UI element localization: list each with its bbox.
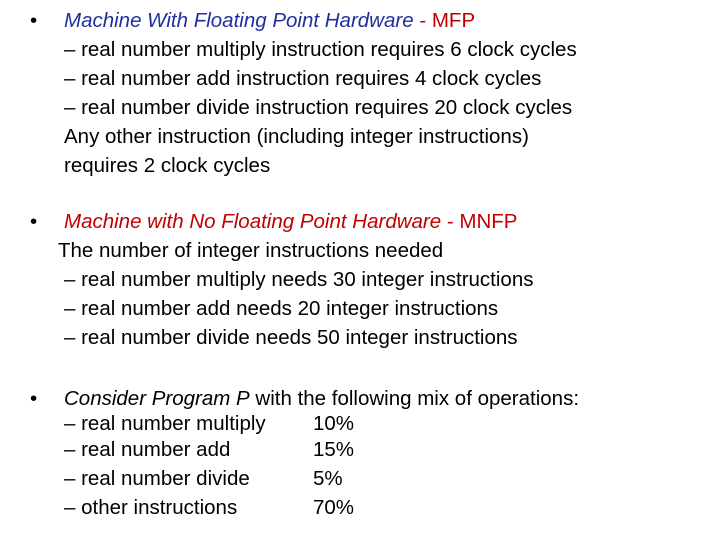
section1-line-4: Any other instruction (including integer instructions) [64,125,529,148]
section2-line-2: – real number multiply needs 30 integer instructions [64,268,534,291]
section2-line-3: – real number add needs 20 integer instructions [64,297,499,320]
bullet-1: • [30,9,38,32]
section1-title [64,6,475,35]
mix-row-pct: 15% [313,438,355,461]
mix-row-pct: 5% [313,467,343,490]
section1-line-5: requires 2 clock cycles [64,154,271,177]
mix-row-op: – real number add [64,438,231,461]
section1-line-2: – real number add instruction requires 4 clock cycles [64,67,542,90]
section3-title-italic: Consider Program P [64,387,250,410]
bullet-3: • [30,387,38,410]
section1-title-suffix: - MFP [413,9,476,32]
section1-title-italic: Machine With Floating Point Hardware [64,9,414,32]
mix-row-op: – other instructions [64,496,238,519]
section2-title [64,207,517,236]
section2-line-1: The number of integer instructions needed [58,239,444,262]
section1-line-3: – real number divide instruction requires 20 clock cycles [64,96,573,119]
mix-row-op: – real number divide [64,467,250,490]
section2-title-italic: Machine with No Floating Point Hardware [64,210,442,233]
section3-title-suffix: with the following mix of operations: [249,387,580,410]
mix-row-op: – real number multiply [64,412,266,435]
bullet-2: • [30,210,38,233]
section2-title-suffix: - MNFP [441,210,518,233]
mix-row-pct: 10% [313,412,355,435]
section2-line-4: – real number divide needs 50 integer instructions [64,326,518,349]
section1-line-1: – real number multiply instruction requires 6 clock cycles [64,38,577,61]
mix-row-pct: 70% [313,496,355,519]
